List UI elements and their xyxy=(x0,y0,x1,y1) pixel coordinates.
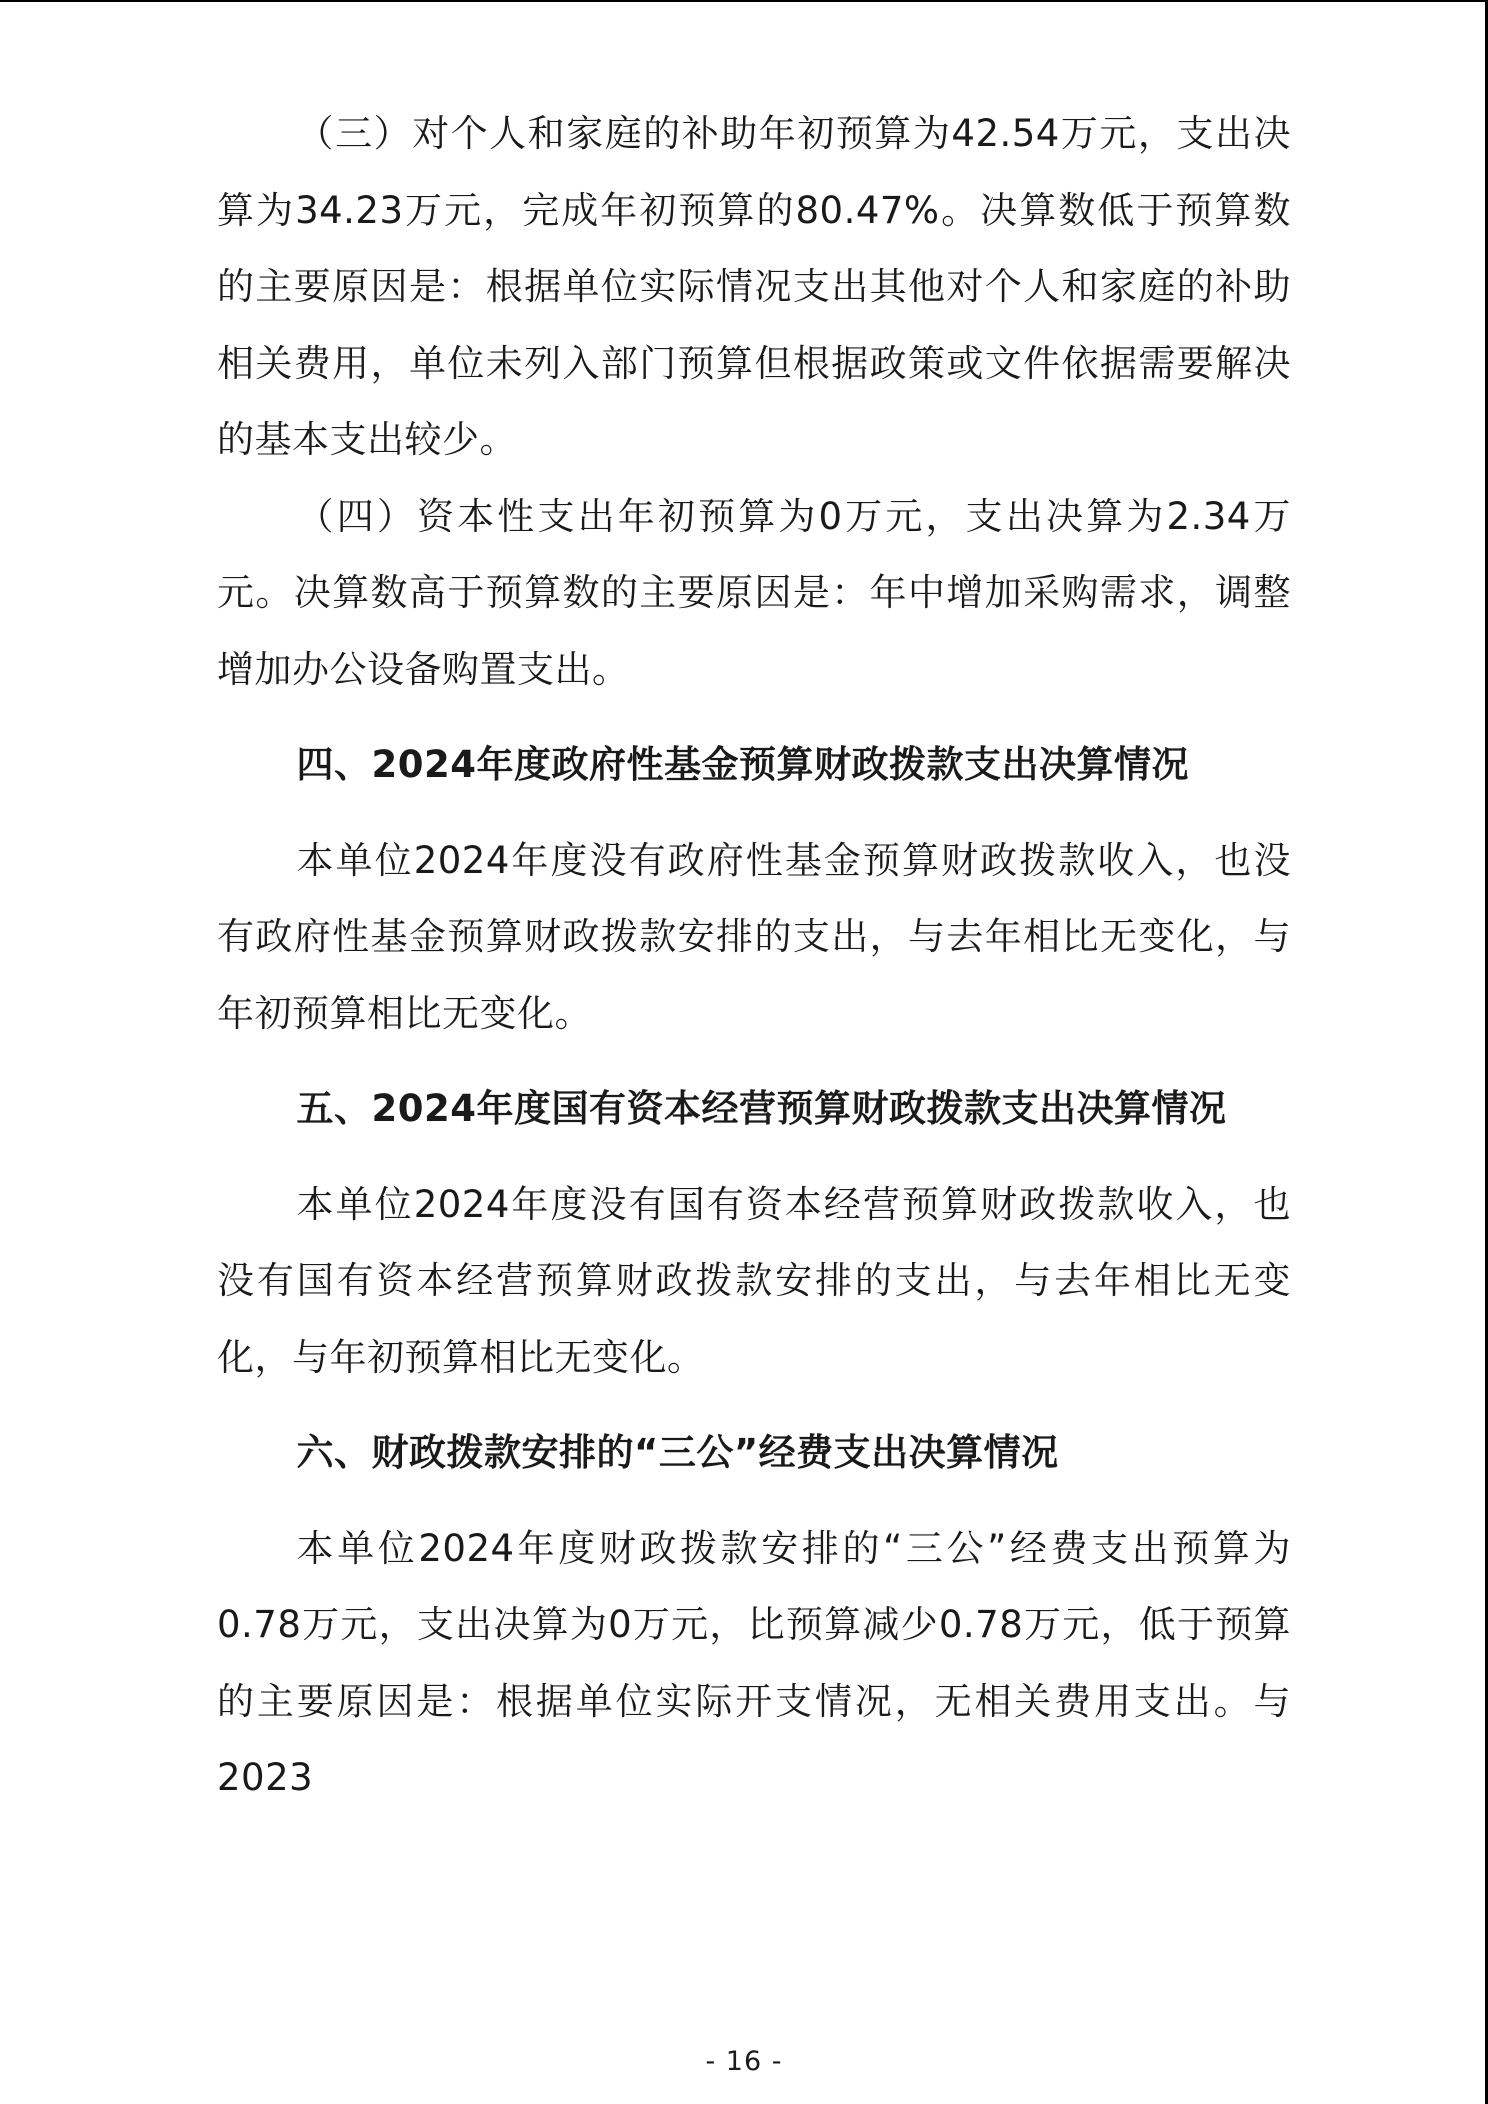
section-heading-government-fund: 四、2024年度政府性基金预算财政拨款支出决算情况 xyxy=(296,743,1190,786)
section-heading-three-public-expenses: 六、财政拨款安排的“三公”经费支出决算情况 xyxy=(296,1431,1059,1474)
section-heading-state-capital: 五、2024年度国有资本经营预算财政拨款支出决算情况 xyxy=(296,1087,1227,1130)
page-top-border xyxy=(0,0,1488,2)
spacer xyxy=(217,804,1291,823)
paragraph-household-subsidy: （三）对个人和家庭的补助年初预算为42.54万元，支出决算为34.23万元，完成年初预算的80.47%。决算数低于预算数的主要原因是：根据单位实际情况支出其他对个人和家庭的补助相关费用，单位未列入部门预算但根据政策或文件依据需要解决的基本支出较少。 xyxy=(217,112,1291,461)
spacer xyxy=(217,1396,1291,1415)
paragraph-government-fund: 本单位2024年度没有政府性基金预算财政拨款收入，也没有政府性基金预算财政拨款安排的支出，与去年相比无变化，与年初预算相比无变化。 xyxy=(217,838,1291,1035)
paragraph-three-public-expenses: 本单位2024年度财政拨款安排的“三公”经费支出预算为0.78万元，支出决算为0万元，比预算减少0.78万元，低于预算的主要原因是：根据单位实际开支情况，无相关费用支出。与2023 xyxy=(217,1526,1291,1799)
document-body xyxy=(217,96,1291,1817)
paragraph-state-capital: 本单位2024年度没有国有资本经营预算财政拨款收入，也没有国有资本经营预算财政拨款安排的支出，与去年相比无变化，与年初预算相比无变化。 xyxy=(217,1182,1291,1379)
spacer xyxy=(217,1148,1291,1167)
paragraph-capital-expenditure: （四）资本性支出年初预算为0万元，支出决算为2.34万元。决算数高于预算数的主要原因是：年中增加采购需求，调整增加办公设备购置支出。 xyxy=(217,494,1291,691)
page-number: - 16 - xyxy=(705,2046,783,2077)
spacer xyxy=(217,708,1291,727)
spacer xyxy=(217,1492,1291,1511)
spacer xyxy=(217,1052,1291,1071)
